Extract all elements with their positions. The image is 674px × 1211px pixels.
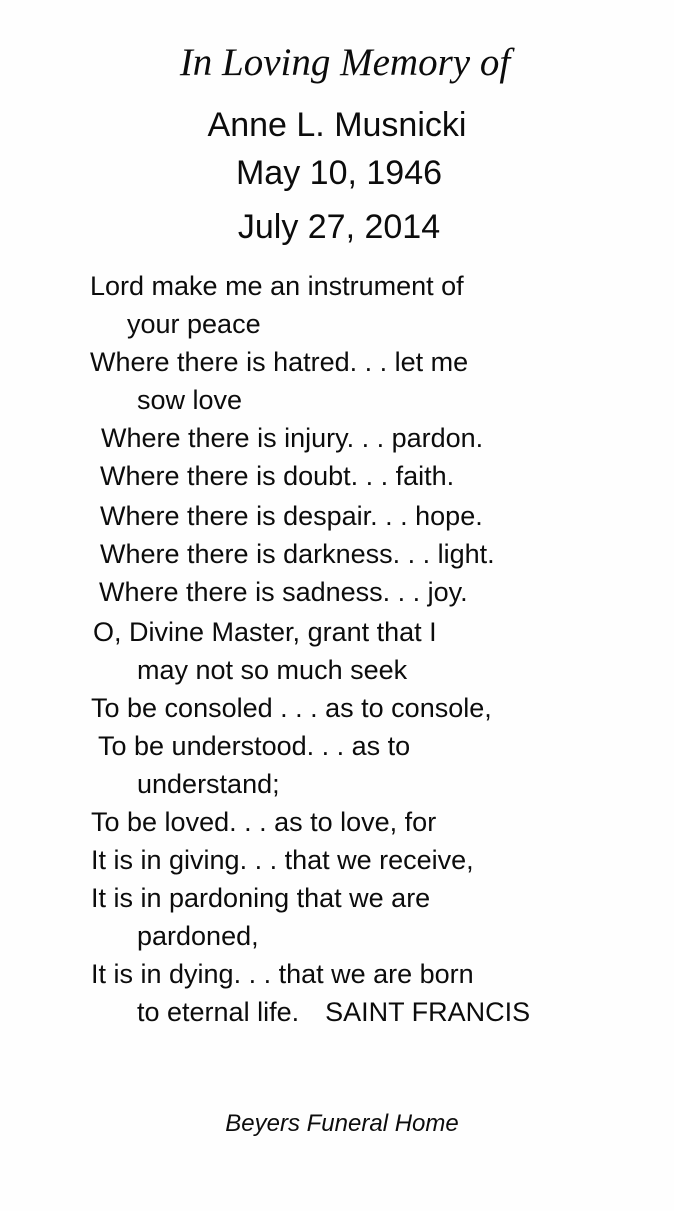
prayer-line: Where there is sadness. . . joy. bbox=[99, 577, 468, 607]
prayer-line: pardoned, bbox=[137, 921, 259, 951]
prayer-line: Lord make me an instrument of bbox=[90, 271, 464, 301]
prayer-line: Where there is despair. . . hope. bbox=[100, 501, 483, 531]
prayer-line: It is in pardoning that we are bbox=[91, 883, 431, 913]
prayer-line: may not so much seek bbox=[137, 655, 408, 685]
prayer-line: your peace bbox=[127, 309, 261, 339]
prayer-line: It is in dying. . . that we are born bbox=[91, 959, 474, 989]
prayer-line: understand; bbox=[137, 769, 280, 799]
prayer-line-last bbox=[137, 994, 530, 1030]
prayer-line-text: to eternal life. bbox=[137, 997, 300, 1027]
prayer-line: To be loved. . . as to love, for bbox=[91, 807, 437, 837]
prayer-attribution: SAINT FRANCIS bbox=[325, 997, 531, 1027]
deceased-name: Anne L. Musnicki bbox=[207, 106, 467, 144]
death-date: July 27, 2014 bbox=[237, 208, 441, 246]
prayer-line: Where there is doubt. . . faith. bbox=[100, 461, 455, 491]
prayer-line: Where there is hatred. . . let me bbox=[90, 347, 469, 377]
memorial-title: In Loving Memory of bbox=[179, 41, 511, 84]
prayer-line: O, Divine Master, grant that I bbox=[93, 617, 437, 647]
prayer-line: Where there is darkness. . . light. bbox=[100, 539, 495, 569]
prayer-line: sow love bbox=[137, 385, 243, 415]
birth-date: May 10, 1946 bbox=[235, 154, 443, 192]
prayer-line: To be understood. . . as to bbox=[98, 731, 411, 761]
prayer-line: It is in giving. . . that we receive, bbox=[91, 845, 474, 875]
prayer-line: Where there is injury. . . pardon. bbox=[101, 423, 484, 453]
funeral-home-name: Beyers Funeral Home bbox=[225, 1110, 459, 1137]
prayer-line: To be consoled . . . as to console, bbox=[91, 693, 492, 723]
